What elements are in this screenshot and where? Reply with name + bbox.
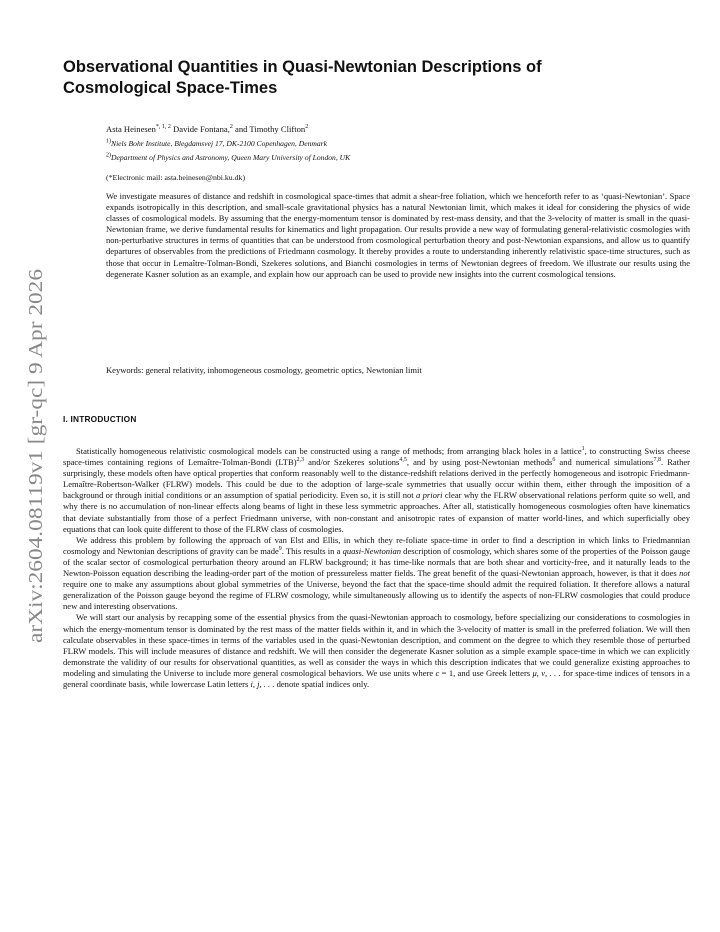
text-run: = 1, and use Greek letters [439,667,533,678]
paragraph [63,446,690,535]
text-run: . Rather surprisingly, these models often have optical properties that conform reasonably well to the distance-redshift relations derived in the perfectly homogeneous and isotropic Friedmann-Lemaître-Robertson-Walker (FLRW) models. This could be due to the adoption of large-scale symmetries that usually occur within them, either through the imposition of a background or through initial conditions or an assumption of spatial periodicity. Even so, it is still not [63,457,690,501]
text-run: . This results in a [281,545,343,556]
text-run: and/or Szekeres solutions [304,457,400,468]
author-name: Asta Heinesen [106,124,156,134]
text-run: description of cosmology, which shares some of the properties of the Poisson gauge of the scalar sector of cosmological perturbation theory around an FLRW background; it has time-like normals that are both shear and vorticity-free, and it naturally leads to the Newton-Poisson equation describing the leading-order part of the motion of pressureless matter fields. The great benefit of the quasi-Newtonian approach, however, is that it does [63,545,691,579]
text-run: for space-time indices of tensors in a general coordinate basis, while lowercase Latin letters [63,667,690,689]
affiliation-text: Niels Bohr Institute, Blegdamsvej 17, DK-2100 Copenhagen, Denmark [111,139,327,148]
emphasis: a priori [415,490,443,501]
author-name: and Timothy Clifton [235,124,306,134]
keywords: Keywords: general relativity, inhomogeneous cosmology, geometric optics, Newtonian limit [106,365,422,375]
text-run: We address this problem by following the approach of van Elst and Ellis, in which they re-foliate space-time in order to find a description in which links to Friedmannian cosmology and Newtonian descriptions of gravity can be made [63,534,690,556]
emphasis: not [679,568,690,579]
text-run: denote spatial indices only. [274,678,370,689]
math-symbol: c [435,667,440,678]
introduction-body [63,446,690,690]
arxiv-stamp-text: arXiv:2604.08119v1 [gr-qc] 9 Apr 2026 [25,314,47,643]
author-affiliation-mark: 2 [305,124,309,131]
section-heading: I. INTRODUCTION [63,414,137,424]
math-symbol: μ, ν, . . . [532,667,561,678]
author-affiliation-mark: 2 [229,124,233,131]
text-run: , to constructing Swiss cheese space-times containing regions of Lemaître-Tolman-Bondi (LTB) [63,446,690,468]
citation[interactable]: 1 [581,446,585,453]
paragraph [63,535,690,613]
text-run: require one to make any assumptions about global symmetries of the Universe, beyond the fact that the space-time should admit the required foliation. It therefore allows a natural generalization of the Poisson gauge beyond the regime of FLRW cosmology, while simultaneously allowing us to identify the aspects of non-FLRW cosmologies that could produce new and interesting observations. [63,579,690,612]
text-run: We will start our analysis by recapping some of the essential physics from the quasi-Newtonian approach to cosmology, before specializing our considerations to cosmologies in which the energy-momentum tensor is dominated by the rest mass of the matter fields within it, and in which the 3-velocity of matter is small in the preferred foliation. We will then calculate observables in these space-times in terms of the variables used in the quasi-Newtonian description, and comment on the degree to which they resemble those of perturbed FLRW models. This will include measures of distance and redshift. We will then consider the degenerate Kasner solution as a simple example space-time in which we can explicitly demonstrate the validity of our results for observational quantities, as well as consider the ways in which this description indicates that we could generalize existing approaches to modeling and simulating the Universe to include more general cosmological behaviors. We use units where [63,612,690,678]
text-run: clear why the FLRW observational relations perform quite so well, and why there is no accumulation of non-linear effects along beams of light in these less symmetric approaches. After all, statistically homogeneous cosmologies often have kinematics that deviate substantially from those of a perfect Friedmann universe, with non-constant and anisotropic rates of expansion of matter world-lines, and which superficially obey equations that can look quite different to those of the FLRW class of cosmologies. [63,490,691,534]
citation[interactable]: 2,3 [296,457,305,464]
citation[interactable]: 6 [552,457,556,464]
affiliation-text: Department of Physics and Astronomy, Queen Mary University of London, UK [111,153,351,162]
abstract [106,191,690,280]
paper-title: Observational Quantities in Quasi-Newtonian Descriptions of Cosmological Space-Times [63,58,542,97]
author-list [106,124,308,134]
author-name: Davide Fontana, [173,124,230,134]
affiliation-2 [106,153,350,162]
affiliation-1 [106,139,327,148]
paragraph [63,612,690,690]
arxiv-stamp [14,265,54,645]
emphasis: quasi-Newtonian [342,545,401,556]
math-symbol: i, j, . . . [250,678,275,689]
author-affiliation-mark: *, 1, 2 [155,124,171,131]
affiliation-mark: 2) [106,152,111,159]
abstract-text: We investigate measures of distance and redshift in cosmological space-times that admit a shear-free foliation, which we henceforth refer to as ‘quasi-Newtonian’. Space expands isotropically in this description, and small-scale gravitational physics has a natural Newtonian limit, which makes it ideal for considering the physics of wide classes of cosmological models. By assuming that the energy-momentum tensor is dominated by rest-mass density, and that the 3-velocity of matter is small in the quasi-Newtonian frame, we derive fundamental results for kinematics and light propagation. Our results provide a new way of formulating general-relativistic cosmologies with non-perturbative structures in terms of quantities that can be understood from cosmological perturbation theory and post-Newtonian expansions, and allow us to quantify departures of observables from the predictions of Friedmann cosmology. It thereby provides a route to understanding inherently relativistic space-time structures, such as those that occur in Lemaître-Tolman-Bondi, Szekeres solutions, and Bianchi cosmologies in terms of Newtonian degrees of freedom. We illustrate our results using the degenerate Kasner solution as an example, and explain how our approach can be used to provide new insights into the current cosmological tensions. [106,191,690,279]
text-run: Statistically homogeneous relativistic cosmological models can be constructed using a range of methods; from arranging black holes in a lattice [76,446,582,456]
citation[interactable]: 9 [278,546,282,552]
citation[interactable]: 4,5 [399,457,407,464]
affiliation-mark: 1) [106,138,111,145]
text-run: , and by using post-Newtonian methods [406,457,553,468]
citation[interactable]: 7,8 [653,457,661,464]
text-run: and numerical simulations [555,457,654,468]
corresponding-email: (*Electronic mail: asta.heinesen@nbi.ku.dk) [106,173,246,182]
